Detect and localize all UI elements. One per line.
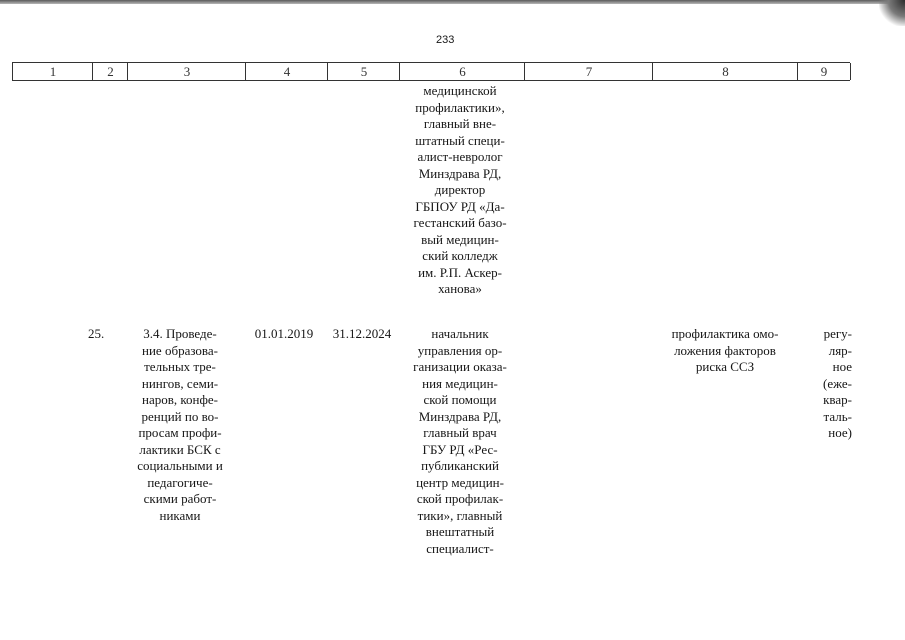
text-line: ский колледж	[422, 248, 498, 263]
text-line: штатный специ-	[415, 132, 505, 148]
header-cell-4: 4	[245, 63, 328, 80]
text-line: главный врач	[423, 425, 497, 440]
text-line: ренций по во-	[141, 408, 219, 424]
text-line: центр медицин-	[416, 474, 504, 490]
header-cell-6: 6	[399, 63, 525, 80]
text-line: риска ССЗ	[695, 359, 755, 374]
start-date: 01.01.2019	[254, 326, 314, 341]
header-cell-3: 3	[127, 63, 246, 80]
text-line: (еже-	[822, 375, 852, 391]
row-number: 25.	[88, 326, 105, 341]
header-cell-7: 7	[524, 63, 653, 80]
text-line: гестанский базо-	[413, 215, 507, 230]
text-line: ложения факторов	[674, 342, 776, 358]
text-line: публиканский	[421, 458, 499, 473]
text-line: профилактика омо-	[671, 326, 779, 341]
text-line: Минздрава РД,	[418, 165, 502, 181]
text-line: просам профи-	[138, 425, 222, 440]
text-line: медицинской	[423, 83, 497, 98]
header-cell-5: 5	[327, 63, 400, 80]
text-line: алист-невролог	[417, 149, 503, 164]
text-line: ние образова-	[142, 342, 218, 358]
text-line: главный вне-	[423, 116, 497, 131]
scan-corner-shadow	[879, 0, 905, 26]
header-cell-8: 8	[652, 63, 798, 80]
text-line: ное	[832, 359, 852, 374]
text-line: внештатный	[425, 524, 495, 539]
text-line: Минздрава РД,	[418, 408, 502, 424]
text-line: профилактики»,	[415, 99, 505, 115]
text-line: вый медицин-	[421, 231, 499, 247]
text-line: нингов, семи-	[141, 375, 219, 391]
text-line: директор	[434, 182, 486, 197]
text-line: ской профилак-	[416, 491, 504, 506]
table-header-row	[12, 62, 850, 81]
header-cell-9: 9	[797, 63, 851, 80]
text-line: ния медицин-	[422, 375, 498, 391]
text-line: скими работ-	[143, 491, 217, 506]
text-line: таль-	[823, 408, 852, 424]
end-date: 31.12.2024	[332, 326, 392, 341]
activity-cell	[125, 326, 235, 524]
text-line: наров, конфе-	[141, 392, 218, 407]
text-line: тельных тре-	[144, 359, 216, 374]
text-line: ГБПОУ РД «Да-	[415, 198, 505, 214]
text-line: ГБУ РД «Рес-	[422, 441, 498, 457]
responsible-cell	[396, 326, 524, 557]
text-line: ляр-	[828, 342, 852, 358]
continued-responsible-cell	[396, 83, 524, 298]
text-line: им. Р.П. Аскер-	[418, 264, 502, 280]
result-cell	[650, 326, 800, 376]
text-line: ской помощи	[423, 392, 497, 407]
text-line: ное)	[828, 425, 852, 440]
text-line: лактики БСК с	[139, 441, 221, 457]
frequency-cell	[796, 326, 852, 442]
text-line: тики», главный	[417, 507, 503, 523]
scan-edge-top	[0, 0, 905, 4]
text-line: квар-	[823, 392, 852, 407]
text-line: никами	[159, 507, 201, 523]
text-line: 3.4. Проведе-	[143, 326, 217, 341]
page-number: 233	[436, 34, 455, 46]
text-line: педагогиче-	[147, 474, 213, 490]
header-cell-2: 2	[92, 63, 128, 80]
header-cell-1: 1	[12, 63, 93, 80]
text-line: начальник	[431, 326, 489, 341]
text-line: ханова»	[438, 281, 482, 296]
text-line: специалист-	[426, 540, 494, 556]
text-line: управления ор-	[417, 342, 503, 358]
text-line: ганизации оказа-	[413, 359, 507, 374]
text-line: регу-	[823, 326, 852, 341]
text-line: социальными и	[137, 458, 223, 473]
